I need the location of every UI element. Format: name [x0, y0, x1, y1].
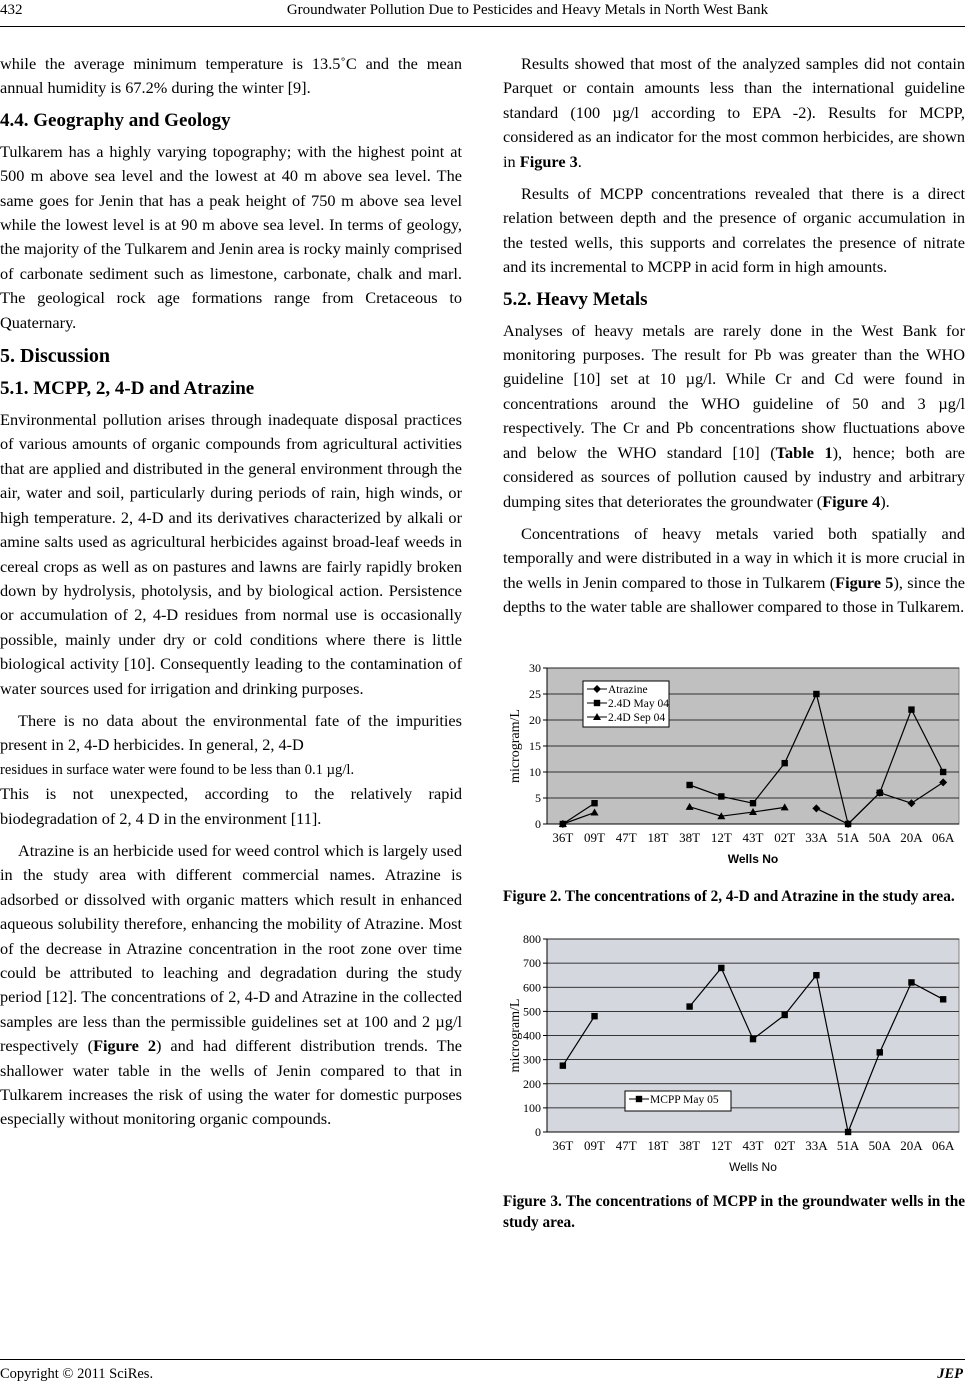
- legend-label: 2.4D Sep 04: [608, 711, 666, 724]
- table-1-reference[interactable]: Table 1: [775, 442, 833, 462]
- y-tick-label: 800: [523, 931, 541, 946]
- x-tick-label: 43T: [742, 829, 764, 845]
- x-tick-label: 33A: [805, 829, 828, 845]
- x-tick-label: 38T: [679, 1137, 701, 1153]
- data-point: [845, 1128, 851, 1134]
- data-point: [877, 1049, 883, 1055]
- figure-3-reference[interactable]: Figure 3: [519, 151, 578, 171]
- y-tick-label: 30: [529, 660, 541, 675]
- legend-label: MCPP May 05: [650, 1093, 719, 1106]
- data-point: [813, 972, 819, 978]
- legend-label: Atrazine: [608, 683, 648, 696]
- data-point: [908, 979, 914, 985]
- x-axis-label: Wells No: [729, 1159, 777, 1173]
- x-tick-label: 38T: [679, 829, 701, 845]
- y-tick-label: 20: [529, 712, 541, 727]
- x-tick-label: 51A: [836, 829, 860, 845]
- left-column: [0, 52, 462, 1132]
- data-point: [560, 1062, 566, 1068]
- x-tick-label: 51A: [836, 1137, 860, 1153]
- legend: [625, 1091, 731, 1111]
- y-tick-label: 400: [523, 1028, 541, 1043]
- running-header: [0, 2, 965, 26]
- y-tick-label: 500: [523, 1003, 541, 1018]
- paragraph-mcpp-concentrations: Results of MCPP concentrations revealed that there is a direct relation between depth and the presence of organic accumulation in the tested wells, this supports and correlates the presence of nitrate and its incremental to MCPP in acid form in high amounts.: [503, 184, 965, 277]
- paragraph-climate: while the average minimum temperature is 13.5˚C and the mean annual humidity is 67.2% during the winter [9].: [0, 54, 462, 98]
- data-point: [750, 800, 756, 806]
- x-tick-label: 12T: [710, 1137, 732, 1153]
- page-number: 432: [0, 2, 23, 18]
- running-title: Groundwater Pollution Due to Pesticides and Heavy Metals in North West Bank: [286, 2, 769, 18]
- x-tick-label: 12T: [710, 829, 732, 845]
- data-point: [591, 800, 597, 806]
- x-axis-label: Wells No: [727, 851, 779, 866]
- x-tick-label: 06A: [931, 1137, 955, 1153]
- heading-heavy-metals: 5.2. Heavy Metals: [503, 288, 648, 310]
- footer-rule: [0, 1359, 965, 1360]
- data-point: [877, 789, 883, 795]
- y-axis-label: microgram/L: [508, 708, 523, 783]
- paragraph-no-data-c: This is not unexpected, according to the relatively rapid biodegradation of 2, 4 D in the environment [11].: [0, 784, 462, 828]
- y-axis-label: microgram/L: [508, 998, 523, 1072]
- figure-2-reference[interactable]: Figure 2: [93, 1036, 156, 1056]
- y-tick-label: 15: [529, 738, 541, 753]
- header-rule: [0, 26, 965, 27]
- x-tick-label: 02T: [774, 829, 796, 845]
- x-tick-label: 50A: [868, 829, 891, 845]
- x-tick-label: 06A: [931, 829, 955, 845]
- y-tick-label: 200: [523, 1076, 541, 1091]
- figure-2-caption: Figure 2. The concentrations of 2, 4-D and Atrazine in the study area.: [503, 887, 955, 905]
- heading-mcpp: 5.1. MCPP, 2, 4-D and Atrazine: [0, 378, 255, 400]
- y-tick-label: 100: [523, 1100, 541, 1115]
- y-tick-label: 600: [523, 979, 541, 994]
- x-tick-label: 02T: [774, 1137, 796, 1153]
- data-point: [718, 793, 724, 799]
- paragraph-no-data-b: residues in surface water were found to be less than 0.1 µg/l.: [0, 761, 355, 778]
- data-point: [686, 781, 692, 787]
- x-tick-label: 36T: [552, 829, 574, 845]
- data-point: [781, 759, 787, 765]
- paragraph-atrazine: Atrazine is an herbicide used for weed control which is largely used in the study area with different commercial names. Atrazine is adsorbed or dissolved with organic matters which result in enhanced aqueous solubility therefore, enhancing the mobility of Atrazine. Most of the decrease in Atrazine concentration in the root zone over time could be attributed to leaching and degradation during the study period [12]. The concentrations of 2, 4-D and Atrazine in the collected samples are less than the permissible guidelines set at 100 and 2 µg/l respectively (Figure 2) and had different distribution trends. The shallower water table in the wells of Jenin compared to that in Tulkarem increases the risk of using the water for domestic purposes especially without monitoring organic compounds.: [0, 840, 462, 1129]
- legend: [583, 681, 669, 727]
- footer-copyright: Copyright © 2011 SciRes.: [0, 1366, 154, 1382]
- x-tick-label: 33A: [805, 1137, 828, 1153]
- x-tick-label: 47T: [615, 829, 637, 845]
- figure-3: [503, 927, 965, 1173]
- figure-3-caption: Figure 3. The concentrations of MCPP in the groundwater wells in the study area.: [503, 1192, 965, 1231]
- figure-2-chart: [503, 648, 965, 868]
- figure-2: [503, 648, 965, 868]
- data-point: [940, 768, 946, 774]
- x-tick-label: 50A: [868, 1137, 891, 1153]
- y-tick-label: 300: [523, 1052, 541, 1067]
- data-point: [591, 1013, 597, 1019]
- data-point: [750, 1035, 756, 1041]
- data-point: [718, 964, 724, 970]
- paragraph-geography: Tulkarem has a highly varying topography; with the highest point at 500 m above sea level and the lowest at 40 m above sea level. The same goes for Jenin that has a peak height of 750 m above sea level while the lowest level is at 90 m above sea level. In terms of geology, the majority of the Tulkarem and Jenin area is rocky mainly comprised of carbonate sediment such as limestone, carbonate, chalk and marl. The geological rock age formations range from Cretaceous to Quaternary.: [0, 141, 462, 332]
- y-tick-label: 0: [535, 816, 541, 831]
- legend-label: 2.4D May 04: [608, 697, 670, 710]
- heading-discussion: 5. Discussion: [0, 345, 111, 368]
- x-tick-label: 18T: [647, 829, 669, 845]
- paragraph-no-data-a: There is no data about the environmental fate of the impurities present in 2, 4-D herbicides. In general, 2, 4-D: [0, 710, 462, 755]
- data-point: [845, 820, 851, 826]
- y-tick-label: 10: [529, 764, 541, 779]
- data-point: [781, 1011, 787, 1017]
- paragraph-spatial: Concentrations of heavy metals varied both spatially and temporally and were distributed in a way in which it is more crucial in the wells in Jenin compared to those in Tulkarem (Figure 5), since the depths to the water table are shallower compared to those in Tulkarem.: [503, 523, 965, 617]
- paragraph-environmental: Environmental pollution arises through inadequate disposal practices of various amounts of organic compounds from agricultural activities that are applied and distributed in the general environment through the air, water and soil, particularly during periods of rain, high winds, or high temperature. 2, 4-D and its derivatives characterized by alkali or amine salts used as agricultural herbicides against broad-leaf weeds in cereal crops as well as on pastures and lawns are fairly rapidly broken down by hydrolysis, photolysis, and by biological action. Persistence or accumulation of 2, 4-D residues from normal use is occasionally possible, mainly under dry or cold conditions where there is little biological activity [10]. Consequently leading to the contamination of water sources used for irrigation and drinking purposes.: [0, 410, 462, 698]
- y-tick-label: 700: [523, 955, 541, 970]
- heading-geography: 4.4. Geography and Geology: [0, 109, 231, 131]
- x-tick-label: 20A: [900, 1137, 923, 1153]
- right-column: [503, 52, 965, 1233]
- paragraph-heavy-metals: Analyses of heavy metals are rarely done in the West Bank for monitoring purposes. The result for Pb was greater than the WHO guideline [10] set at 10 µg/l. While Cr and Cd were found in concentrations around the WHO guideline of 50 and 3 µg/l respectively. The Cr and Pb concentrations show fluctuations above and below the WHO standard [10] (Table 1), hence; both are considered as sources of pollution caused by industry and arbitrary dumping sites that deteriorates the groundwater (Figure 4).: [503, 320, 965, 511]
- x-tick-label: 09T: [584, 829, 606, 845]
- footer-journal: JEP: [937, 1366, 963, 1382]
- y-tick-label: 0: [535, 1124, 541, 1139]
- x-tick-label: 36T: [552, 1137, 574, 1153]
- x-tick-label: 20A: [900, 829, 923, 845]
- x-tick-label: 43T: [742, 1137, 764, 1153]
- figure-4-reference[interactable]: Figure 4: [822, 491, 881, 511]
- y-tick-label: 5: [535, 790, 541, 805]
- paragraph-results: Results showed that most of the analyzed samples did not contain Parquet or contain amounts less than the international guideline standard (100 µg/l according to EPA -2). Results for MCPP, considered as an indicator for the most common herbicides, are shown in Figure 3.: [503, 54, 965, 171]
- data-point: [908, 706, 914, 712]
- x-tick-label: 09T: [584, 1137, 606, 1153]
- x-tick-label: 18T: [647, 1137, 669, 1153]
- y-tick-label: 25: [529, 686, 541, 701]
- data-point: [813, 690, 819, 696]
- data-point: [686, 1003, 692, 1009]
- x-tick-label: 47T: [615, 1137, 637, 1153]
- figure-5-reference[interactable]: Figure 5: [835, 572, 894, 592]
- data-point: [940, 996, 946, 1002]
- figure-3-chart: [503, 927, 965, 1173]
